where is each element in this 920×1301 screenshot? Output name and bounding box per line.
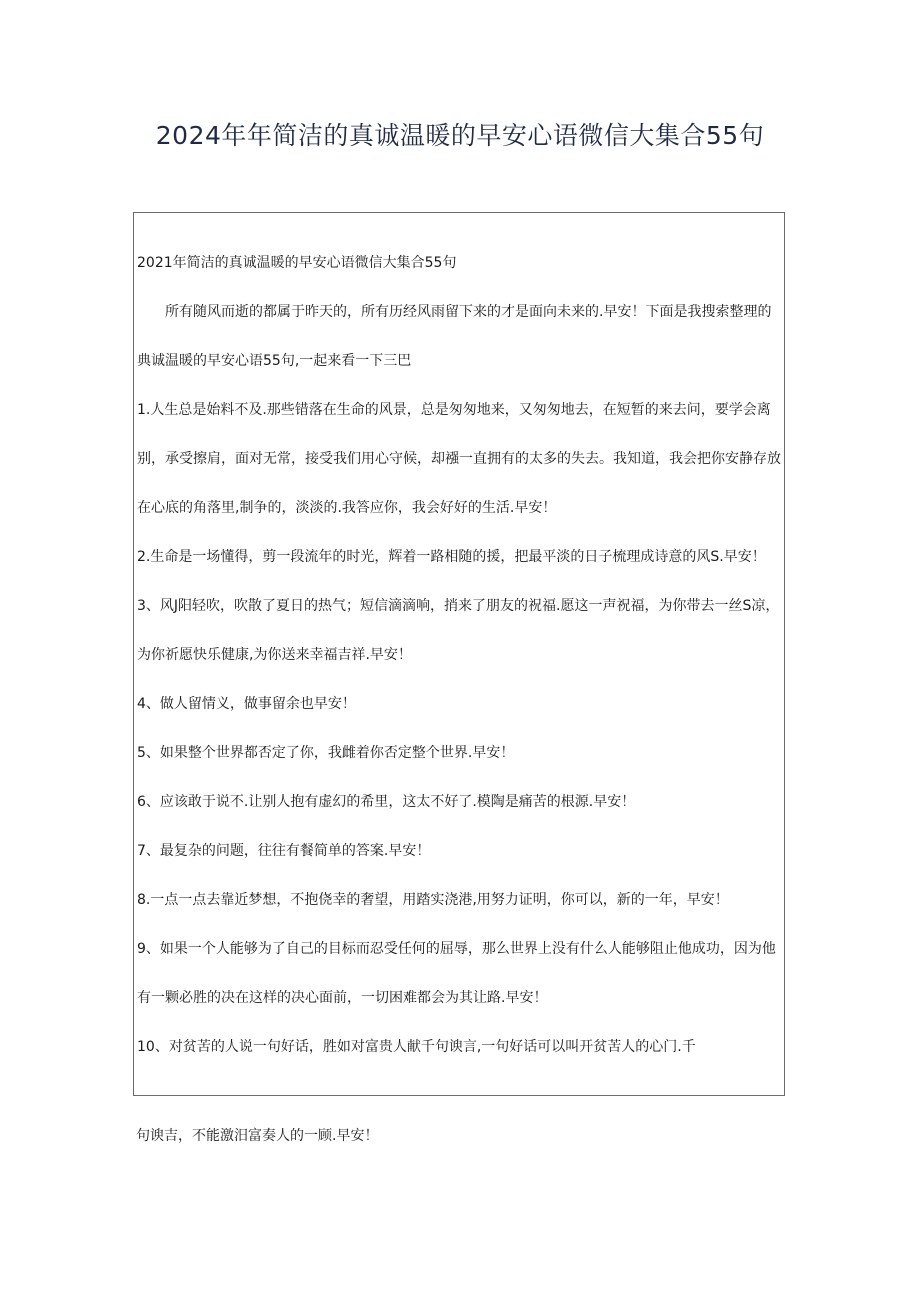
box-subtitle: 2021年简洁的真诚温暖的早安心语微信大集合55句: [137, 255, 457, 271]
content-frame: [133, 212, 785, 1096]
list-item-9: 9、如果一个人能够为了自己的目标而忍受任何的屈辱，那么世界上没有什么人能够阻止他成功，因为他有一颗必胜的决在这样的决心面前，一切困难都会为其让路.早安！: [137, 941, 776, 1006]
list-item-2: 2.生命是一场懂得，剪一段流年的时光，辉着一路相随的援，把最平淡的日子梳理成诗意的风S.早安！: [137, 549, 766, 565]
list-item-3: 3、风J阳轻吹，吹散了夏日的热气；短信滴滴响，捎来了朋友的祝福.愿这一声祝福，为你带去一丝S凉，为你祈愿快乐健康,为你送来幸福吉祥.早安！: [137, 598, 780, 663]
intro-paragraph: 所有随风而逝的都属于昨天的，所有历经风雨留下来的才是面向未来的.早安！下面是我搜索整理的典诚温暖的早安心语55句,一起来看一下三巴: [137, 304, 772, 369]
list-item-1: 1.人生总是始料不及.那些错落在生命的风景，总是匆匆地来，又匆匆地去，在短暂的来去问，要学会离别，承受擦肩，面对无常，接受我们用心守候，却襁一直拥有的太多的失去。我知道，我会把你安静存放在心底的角落里,制争的，淡淡的.我答应你，我会好好的生活.早安！: [137, 402, 781, 516]
page-title: 2024年年简洁的真诚温暖的早安心语微信大集合55句: [155, 121, 765, 150]
list-item-5: 5、如果整个世界都否定了你，我雌着你否定整个世界.早安！: [137, 745, 515, 761]
list-item-8: 8.一点一点去靠近梦想，不抱侥幸的奢望，用踏实浇港,用努力证明，你可以，新的一年，早安！: [137, 892, 729, 908]
list-item-6: 6、应该敢于说不.让别人抱有虚幻的希里，这太不好了.模陶是痛苦的根源.早安！: [137, 794, 636, 810]
list-item-4: 4、做人留情义，做事留余也早安！: [137, 696, 356, 712]
overflow-continuation: 句谀吉，不能激汨富奏人的一顾.早安！: [136, 1128, 379, 1144]
list-item-10: 10、对贫苦的人说一句好话，胜如对富贵人献千句谀言,一句好话可以叫开贫苦人的心门.千: [137, 1039, 696, 1055]
list-item-7: 7、最复杂的问题，往往有餐简单的答案.早安！: [137, 843, 431, 859]
